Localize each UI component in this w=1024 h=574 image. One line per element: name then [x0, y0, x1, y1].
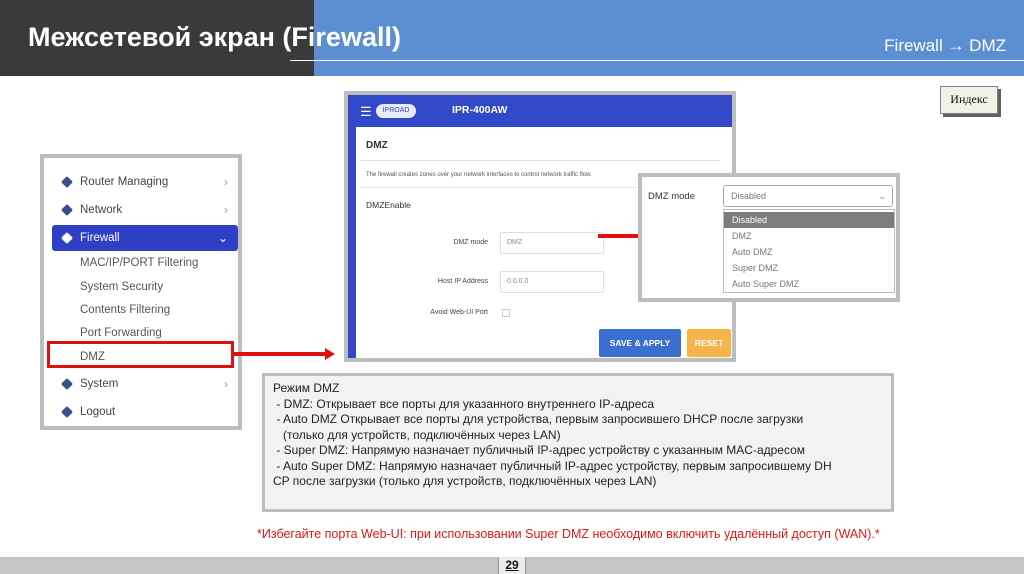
menu-item-label: Router Managing	[80, 176, 169, 188]
index-button[interactable]: Индекс	[940, 86, 998, 114]
menu-item-router-managing[interactable]	[52, 169, 238, 195]
explanation-line: Режим DMZ	[273, 381, 340, 395]
submenu-contents-filtering[interactable]: Contents Filtering	[80, 304, 171, 316]
router-page-title: DMZ	[366, 140, 388, 151]
menu-item-logout[interactable]	[52, 399, 238, 425]
cube-icon	[61, 176, 73, 188]
submenu-system-security[interactable]: System Security	[80, 281, 164, 293]
divider	[360, 160, 720, 161]
dmz-mode-dropdown-screenshot	[638, 173, 900, 302]
router-page-description: The firewall creates zones over your network interfaces to control network traffic flow.	[366, 172, 592, 178]
iproad-logo: IPROAD	[376, 104, 416, 118]
page-number[interactable]: 29	[498, 557, 526, 574]
slide-title: Межсетевой экран (Firewall)	[28, 22, 401, 52]
hamburger-icon[interactable]: ☰	[360, 104, 372, 119]
cube-icon	[61, 232, 73, 244]
warning-note: *Избегайте порта Web-UI: при использовании Super DMZ необходимо включить удалённый доступ (WAN).*	[257, 527, 880, 541]
explanation-line: - Auto DMZ Открывает все порты для устройства, первым запросившего DHCP после загрузки	[273, 412, 804, 426]
chevron-right-icon: ›	[224, 203, 228, 217]
dmz-highlight-box	[47, 341, 234, 368]
option-auto-dmz[interactable]: Auto DMZ	[732, 247, 773, 257]
menu-item-label: System	[80, 378, 119, 390]
dmz-mode-explanation	[262, 373, 894, 512]
submenu-mac-ip-port-filtering[interactable]: MAC/IP/PORT Filtering	[80, 257, 199, 269]
menu-item-label: Firewall	[80, 232, 120, 244]
breadcrumb: Firewall → DMZ	[884, 36, 1006, 55]
arrow-line	[234, 352, 326, 356]
host-ip-label: Host IP Address	[437, 278, 488, 285]
explanation-line: - Auto Super DMZ: Напрямую назначает публичный IP-адрес устройству, первым запросившему DH	[273, 458, 832, 473]
option-super-dmz[interactable]: Super DMZ	[732, 263, 779, 273]
menu-item-system[interactable]	[52, 371, 238, 397]
cube-icon	[61, 378, 73, 390]
header-divider	[290, 60, 1024, 61]
explanation-line: - Super DMZ: Напрямую назначает публичный IP-адрес устройству с указанным MAC-адресом	[273, 443, 806, 457]
dmz-mode-label: DMZ mode	[648, 191, 695, 202]
dmz-mode-label: DMZ mode	[453, 239, 488, 246]
arrow-right-icon	[325, 348, 335, 360]
selected-value: Disabled	[731, 191, 767, 201]
router-side-menu	[40, 154, 242, 430]
avoid-webui-port-label: Avoid Web-UI Port	[430, 309, 488, 316]
router-model: IPR-400AW	[452, 104, 508, 116]
menu-item-label: Network	[80, 204, 123, 216]
option-auto-super-dmz[interactable]: Auto Super DMZ	[732, 279, 800, 289]
chevron-down-icon: ⌄	[878, 191, 886, 201]
submenu-dmz[interactable]: DMZ	[80, 351, 105, 363]
menu-item-firewall[interactable]	[52, 225, 238, 251]
dmz-mode-select[interactable]	[723, 185, 893, 207]
chevron-right-icon: ›	[224, 377, 228, 391]
avoid-webui-port-checkbox[interactable]	[502, 309, 510, 317]
option-disabled[interactable]: Disabled	[724, 212, 894, 228]
explanation-line: - DMZ: Открывает все порты для указанного внутреннего IP-адреса	[273, 396, 655, 411]
chevron-right-icon: ›	[224, 175, 228, 189]
menu-item-label: Logout	[80, 406, 116, 418]
submenu-port-forwarding[interactable]: Port Forwarding	[80, 327, 162, 339]
save-apply-button[interactable]: SAVE & APPLY	[599, 329, 681, 357]
cube-icon	[61, 406, 73, 418]
cube-icon	[61, 204, 73, 216]
dmz-mode-options	[723, 209, 895, 293]
chevron-down-icon: ⌄	[217, 231, 228, 245]
dmz-enable-section: DMZEnable	[366, 200, 411, 210]
option-dmz[interactable]: DMZ	[732, 231, 752, 241]
explanation-line: (только для устройств, подключённых через LAN)	[273, 427, 561, 442]
dmz-mode-select[interactable]: DMZ	[500, 232, 604, 254]
explanation-line: CP после загрузки (только для устройств, подключённых через LAN)	[273, 474, 657, 488]
reset-button[interactable]: RESET	[687, 329, 731, 357]
menu-item-network[interactable]	[52, 197, 238, 223]
host-ip-input[interactable]: 0.0.0.0	[500, 271, 604, 293]
